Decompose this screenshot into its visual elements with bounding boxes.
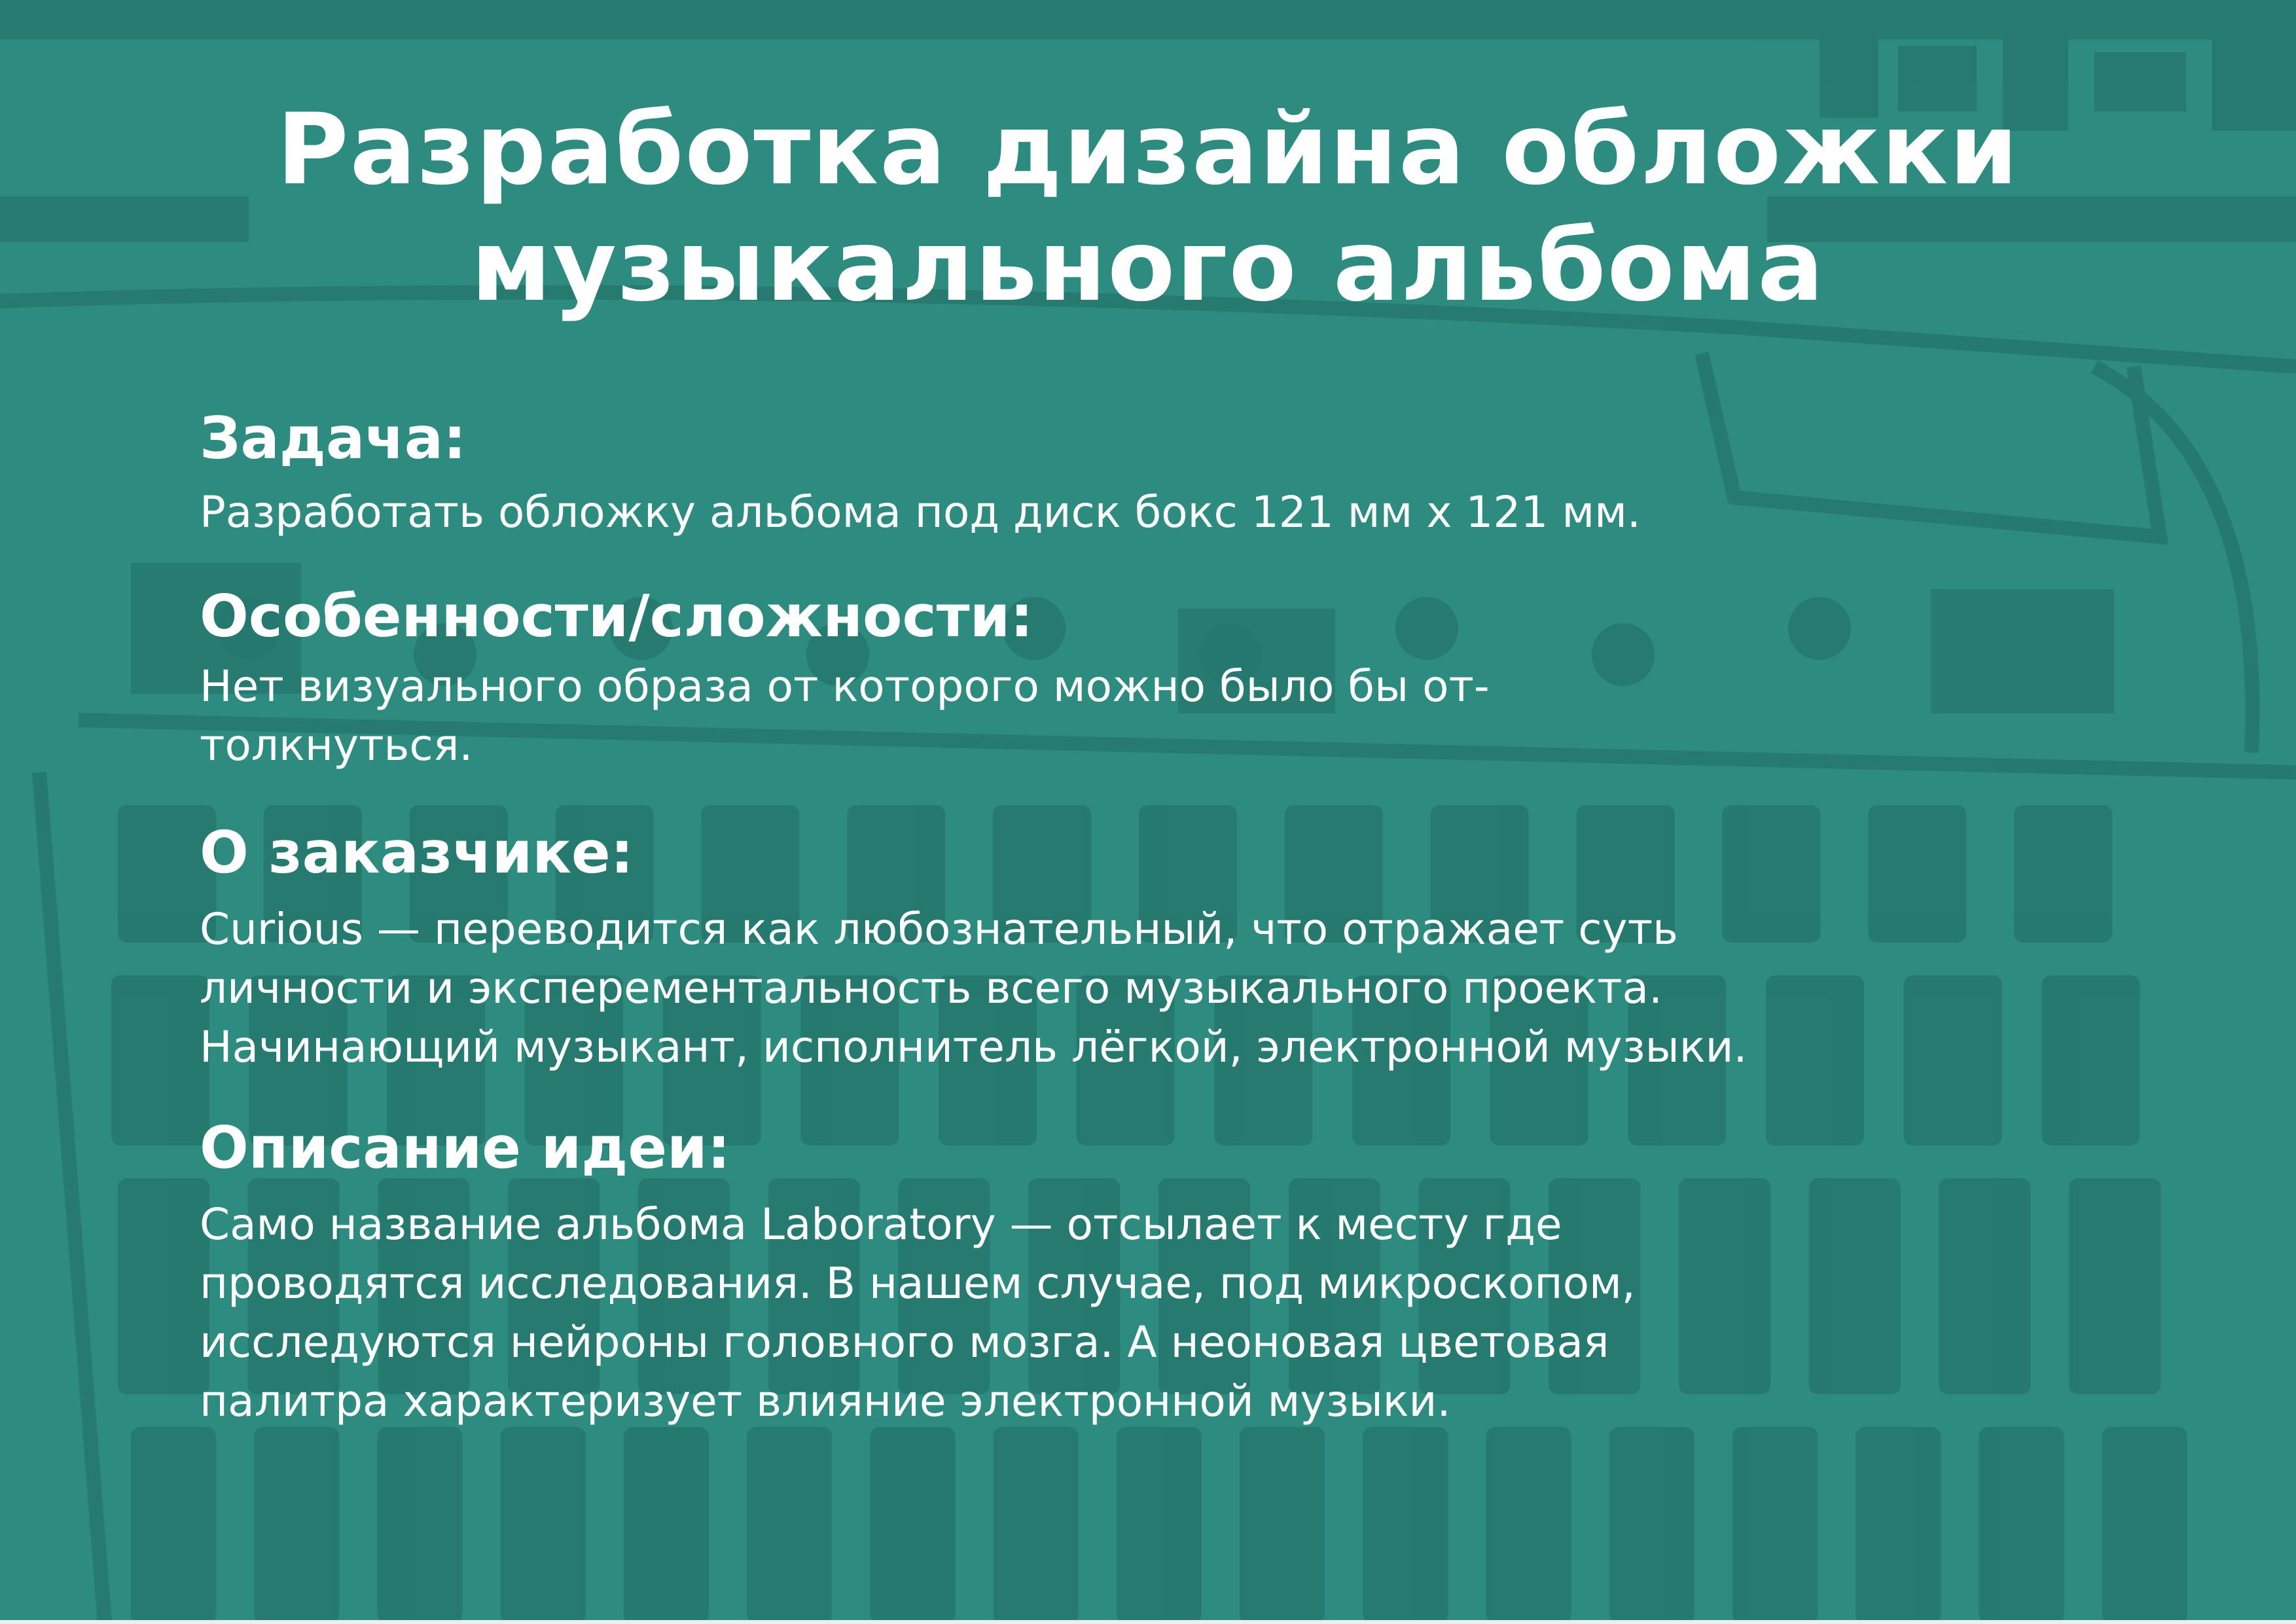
section-idea (200, 1115, 2098, 1431)
title-line-1: Разработка дизайна обложки (276, 93, 2020, 207)
body-line: Нет визуального образа от которого можно было бы от- (200, 661, 1490, 712)
section-client (200, 820, 2098, 1077)
section-difficulties (200, 584, 2098, 775)
body-line: личности и эксперементальность всего музыкального проекта. (200, 963, 1662, 1013)
section-heading: Описание идеи: (200, 1114, 730, 1182)
title-line-2: музыкального альбома (471, 209, 1825, 323)
body-line: палитра характеризует влияние электронной музыки. (200, 1376, 1451, 1426)
body-line: Разработать обложку альбома под диск бокс 121 мм х 121 мм. (200, 487, 1641, 537)
page-title (0, 92, 2296, 325)
body-line: Curious — переводится как любознательный, что отражает суть (200, 904, 1678, 954)
body-line: Само название альбома Laboratory — отсылает к месту где (200, 1199, 1562, 1250)
section-heading: О заказчике: (200, 819, 634, 886)
section-body (200, 1195, 2098, 1431)
body-line: исследуются нейроны головного мозга. А неоновая цветовая (200, 1317, 1609, 1367)
body-line: Начинающий музыкант, исполнитель лёгкой, электронной музыки. (200, 1022, 1748, 1072)
section-heading: Особенности/сложности: (200, 583, 1033, 650)
section-task (200, 406, 2098, 542)
section-heading: Задача: (200, 405, 467, 472)
section-body (200, 900, 2098, 1077)
body-line: проводятся исследования. В нашем случае, под микроскопом, (200, 1258, 1636, 1308)
body-line: толкнуться. (200, 720, 473, 770)
section-body (200, 483, 2098, 542)
section-body (200, 657, 2098, 775)
